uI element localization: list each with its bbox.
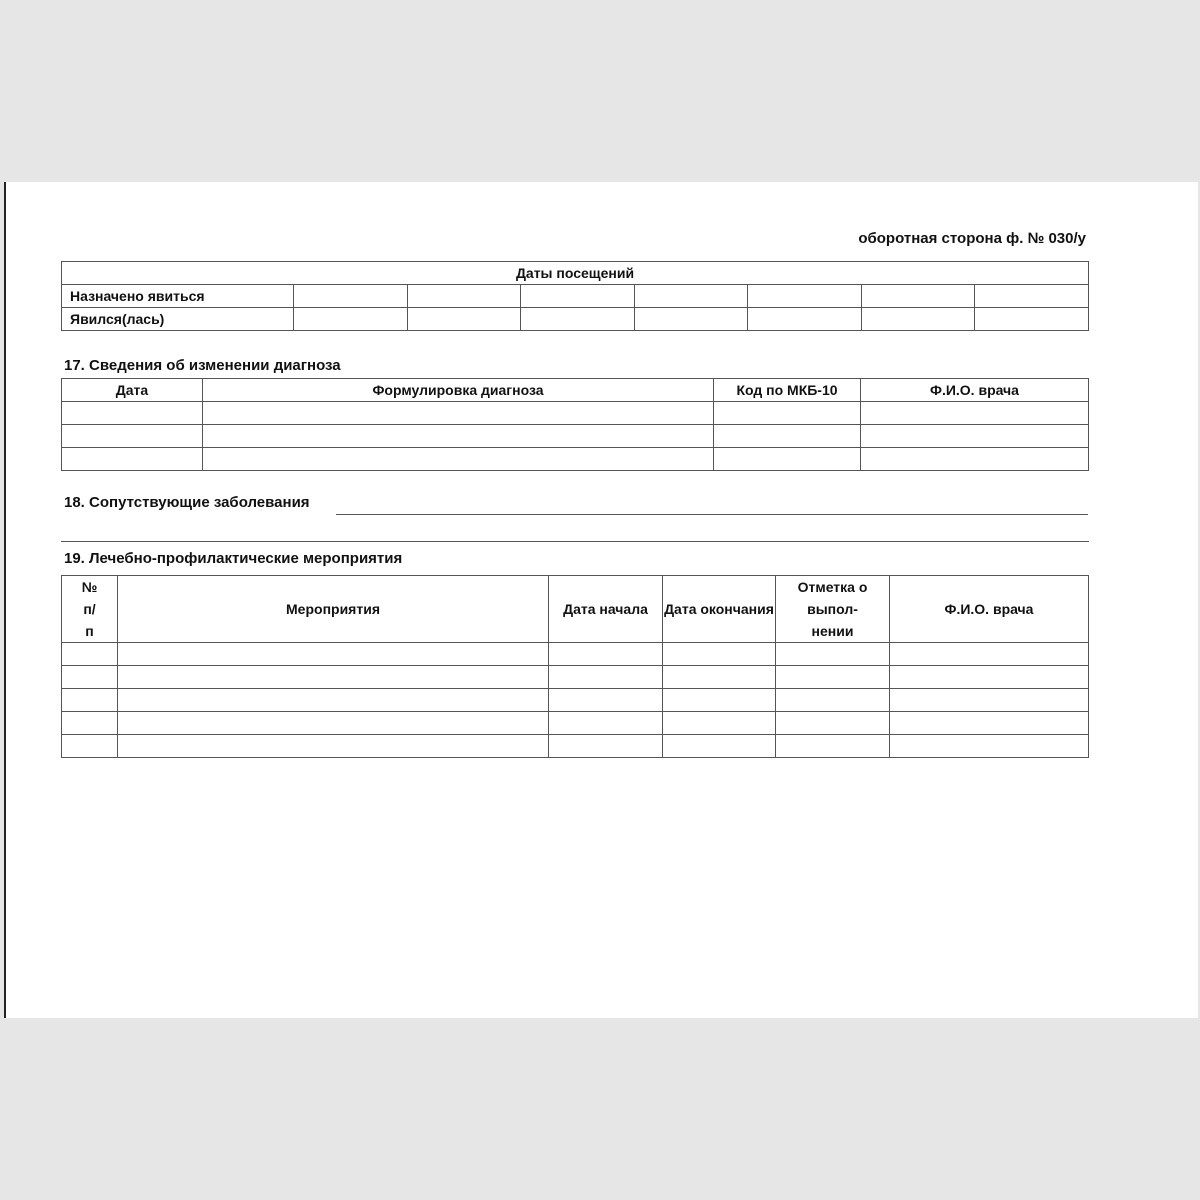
cell[interactable] — [890, 643, 1089, 666]
cell[interactable] — [861, 402, 1089, 425]
cell[interactable] — [663, 712, 776, 735]
visit-cell[interactable] — [294, 285, 408, 308]
table-row — [62, 402, 1089, 425]
cell[interactable] — [861, 425, 1089, 448]
section-17-title: 17. Сведения об изменении диагноза — [64, 357, 341, 374]
treatment-measures-table — [61, 575, 1089, 758]
cell[interactable] — [549, 666, 663, 689]
visit-cell[interactable] — [521, 285, 635, 308]
table-row — [62, 425, 1089, 448]
cell[interactable] — [776, 689, 890, 712]
visit-dates-title: Даты посещений — [62, 262, 1089, 285]
header-icd10: Код по МКБ-10 — [714, 379, 861, 402]
table-row — [62, 285, 1089, 308]
cell[interactable] — [118, 712, 549, 735]
cell[interactable] — [118, 643, 549, 666]
cell[interactable] — [118, 735, 549, 758]
comorbidities-line-1[interactable] — [336, 514, 1088, 515]
cell[interactable] — [549, 735, 663, 758]
cell[interactable] — [714, 448, 861, 471]
cell[interactable] — [62, 735, 118, 758]
table-row — [62, 308, 1089, 331]
section-19-title: 19. Лечебно-профилактические мероприятия — [64, 550, 403, 567]
cell[interactable] — [549, 712, 663, 735]
table-row — [62, 712, 1089, 735]
cell[interactable] — [861, 448, 1089, 471]
table-row — [62, 735, 1089, 758]
visit-dates-table — [61, 261, 1089, 331]
visit-cell[interactable] — [634, 285, 748, 308]
cell[interactable] — [663, 735, 776, 758]
header-date: Дата — [62, 379, 203, 402]
visit-cell[interactable] — [861, 308, 975, 331]
header-doctor: Ф.И.О. врача — [861, 379, 1089, 402]
visit-cell[interactable] — [407, 308, 521, 331]
cell[interactable] — [203, 448, 714, 471]
visit-cell[interactable] — [861, 285, 975, 308]
cell[interactable] — [62, 448, 203, 471]
visit-cell[interactable] — [975, 285, 1089, 308]
cell[interactable] — [890, 666, 1089, 689]
cell[interactable] — [890, 689, 1089, 712]
visit-cell[interactable] — [634, 308, 748, 331]
visit-cell[interactable] — [748, 308, 862, 331]
cell[interactable] — [663, 643, 776, 666]
cell[interactable] — [62, 689, 118, 712]
cell[interactable] — [776, 643, 890, 666]
cell[interactable] — [118, 666, 549, 689]
header-doctor: Ф.И.О. врача — [890, 576, 1089, 643]
cell[interactable] — [62, 402, 203, 425]
cell[interactable] — [203, 425, 714, 448]
table-row — [62, 689, 1089, 712]
cell[interactable] — [714, 425, 861, 448]
header-diagnosis: Формулировка диагноза — [203, 379, 714, 402]
visit-cell[interactable] — [975, 308, 1089, 331]
cell[interactable] — [776, 735, 890, 758]
table-row — [62, 448, 1089, 471]
cell[interactable] — [62, 666, 118, 689]
visit-cell[interactable] — [294, 308, 408, 331]
diagnosis-change-table — [61, 378, 1089, 471]
row-label-attended: Явился(лась) — [62, 308, 294, 331]
cell[interactable] — [549, 643, 663, 666]
header-end-date: Дата окончания — [663, 576, 776, 643]
comorbidities-line-2[interactable] — [61, 541, 1089, 542]
cell[interactable] — [714, 402, 861, 425]
cell[interactable] — [62, 643, 118, 666]
header-number: № п/п — [62, 576, 118, 643]
row-label-scheduled: Назначено явиться — [62, 285, 294, 308]
form-identifier: оборотная сторона ф. № 030/у — [858, 230, 1086, 247]
cell[interactable] — [549, 689, 663, 712]
cell[interactable] — [776, 712, 890, 735]
cell[interactable] — [890, 712, 1089, 735]
visit-cell[interactable] — [748, 285, 862, 308]
cell[interactable] — [663, 666, 776, 689]
visit-cell[interactable] — [407, 285, 521, 308]
visit-cell[interactable] — [521, 308, 635, 331]
table-row — [62, 643, 1089, 666]
table-row — [62, 666, 1089, 689]
cell[interactable] — [890, 735, 1089, 758]
header-measures: Мероприятия — [118, 576, 549, 643]
cell[interactable] — [203, 402, 714, 425]
section-18-title: 18. Сопутствующие заболевания — [64, 494, 310, 511]
header-start-date: Дата начала — [549, 576, 663, 643]
cell[interactable] — [62, 425, 203, 448]
form-page — [4, 182, 1198, 1018]
header-completion-mark: Отметка о выпол-нении — [776, 576, 890, 643]
cell[interactable] — [62, 712, 118, 735]
cell[interactable] — [776, 666, 890, 689]
cell[interactable] — [118, 689, 549, 712]
cell[interactable] — [663, 689, 776, 712]
